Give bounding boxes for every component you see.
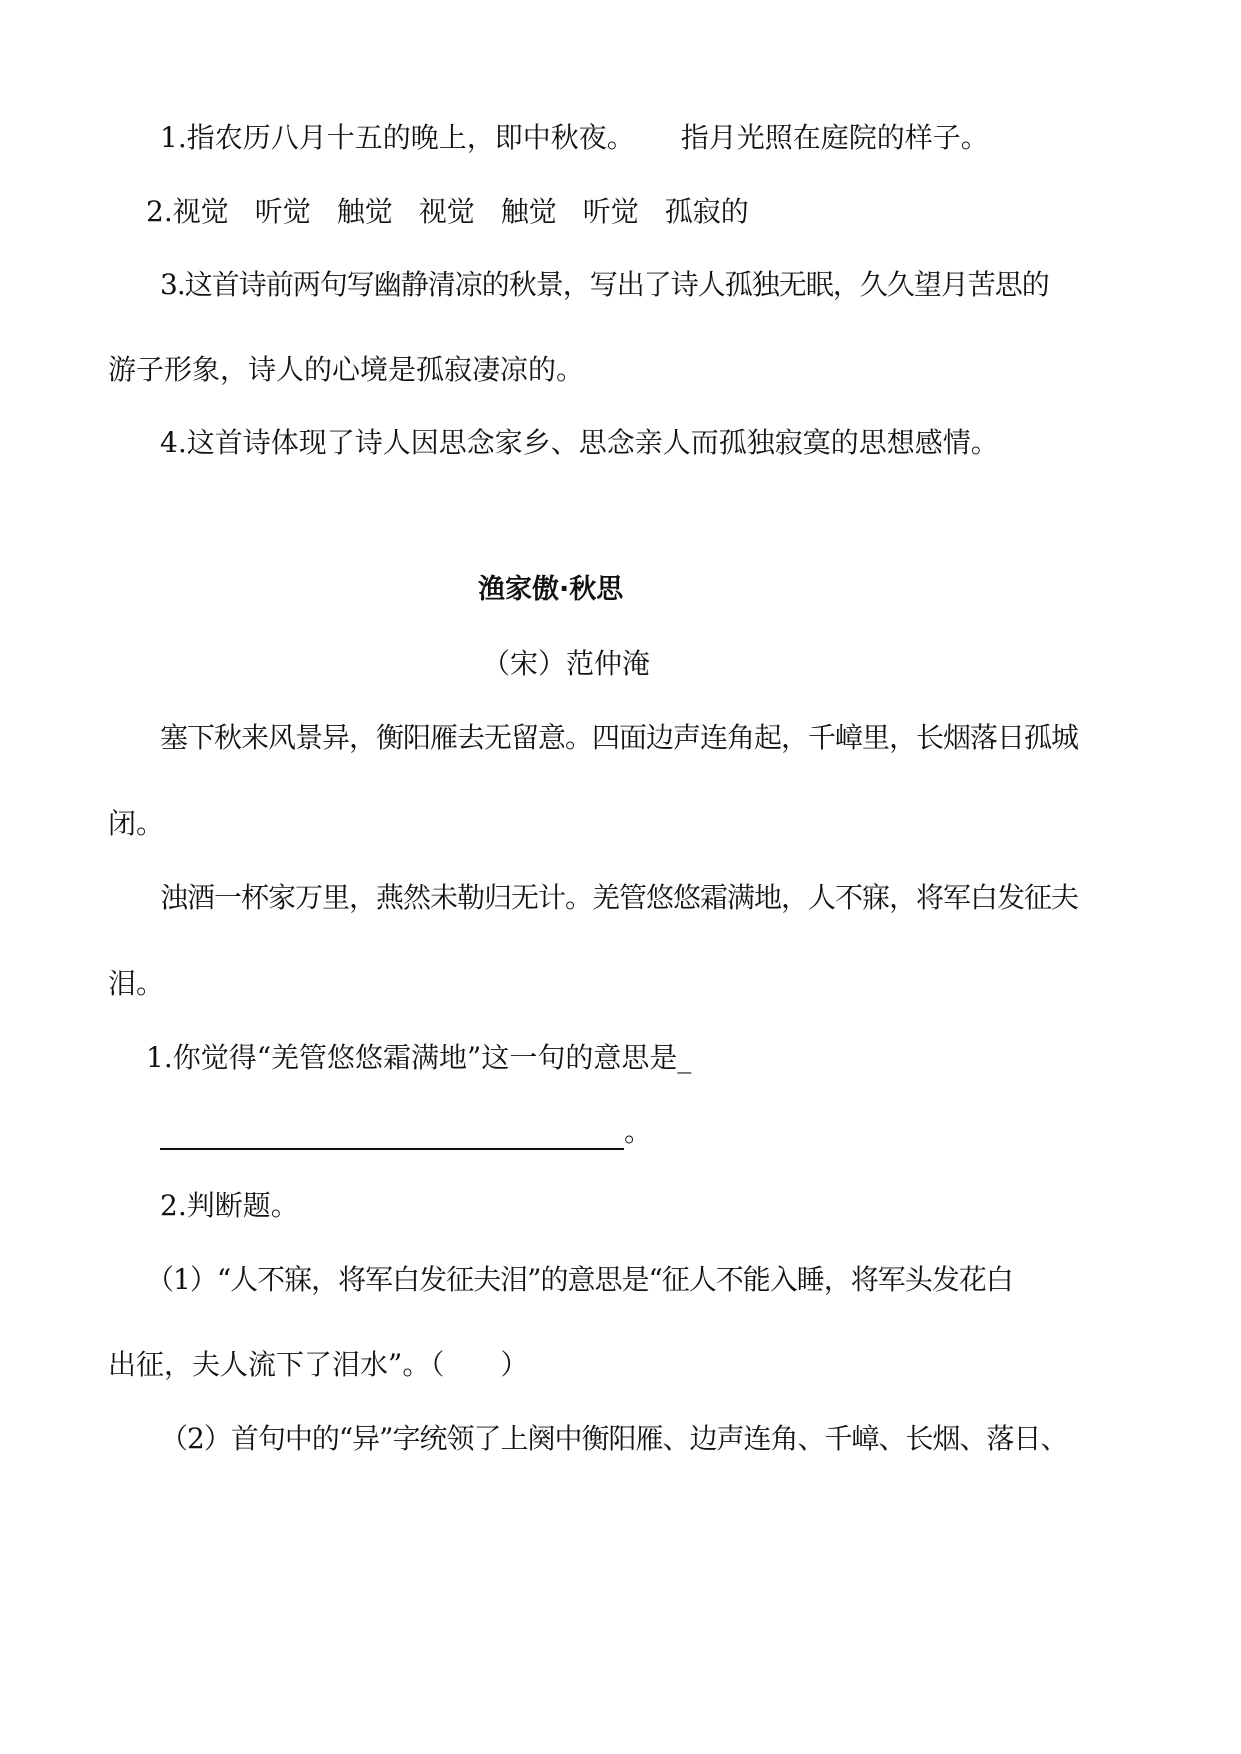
answer-2-item: 触觉	[500, 195, 557, 228]
answer-1	[160, 120, 989, 156]
poem-stanza2-line1: 浊酒一杯家万里，燕然未勒归无计。羌管悠悠霜满地，人不寐，将军白发征夫	[160, 881, 1079, 914]
question-1: 1.你觉得“羌管悠悠霜满地”这一句的意思是_	[146, 1041, 692, 1074]
answer-3-line1: 3.这首诗前两句写幽静清凉的秋景，写出了诗人孤独无眠，久久望月苦思的	[160, 268, 1049, 301]
poem-author: （宋）范仲淹	[482, 647, 651, 680]
answer-2	[146, 194, 749, 230]
poem-stanza1-line1: 塞下秋来风景异，衡阳雁去无留意。四面边声连角起，千嶂里，长烟落日孤城	[160, 721, 1079, 754]
poem-title: 渔家傲·秋思	[478, 574, 624, 605]
answer-4: 4.这首诗体现了诗人因思念家乡、思念亲人而孤独寂寞的思想感情。	[160, 426, 999, 459]
answer-2-item: 触觉	[336, 195, 393, 228]
answer-2-item: 视觉	[418, 195, 475, 228]
answer-2-item: 2.视觉	[146, 195, 229, 228]
answer-3-line2: 游子形象，诗人的心境是孤寂凄凉的。	[108, 353, 585, 386]
answer-2-item: 听觉	[582, 195, 639, 228]
question-2-2-line1: （2）首句中的“异”字统领了上阕中衡阳雁、边声连角、千嶂、长烟、落日、	[160, 1422, 1068, 1455]
answer-2-item: 听觉	[254, 195, 311, 228]
question-1-answer-row	[160, 1114, 652, 1150]
answer-blank-line[interactable]	[160, 1120, 624, 1150]
poem-stanza2-line2: 泪。	[108, 967, 165, 1000]
question-2-1-line2: 出征，夫人流下了泪水”。（ ）	[108, 1348, 529, 1381]
answer-1-part2: 指月光照在庭院的样子。	[680, 121, 989, 154]
answer-2-item: 孤寂的	[664, 195, 749, 228]
question-1-end: 。	[624, 1115, 653, 1148]
poem-stanza1-line2: 闭。	[108, 807, 165, 840]
question-2-1-line1: （1）“人不寐，将军白发征夫泪”的意思是“征人不能入睡，将军头发花白	[146, 1263, 1013, 1296]
question-2-title: 2.判断题。	[160, 1189, 299, 1222]
answer-1-part1: 1.指农历八月十五的晚上，即中秋夜。	[160, 121, 635, 154]
